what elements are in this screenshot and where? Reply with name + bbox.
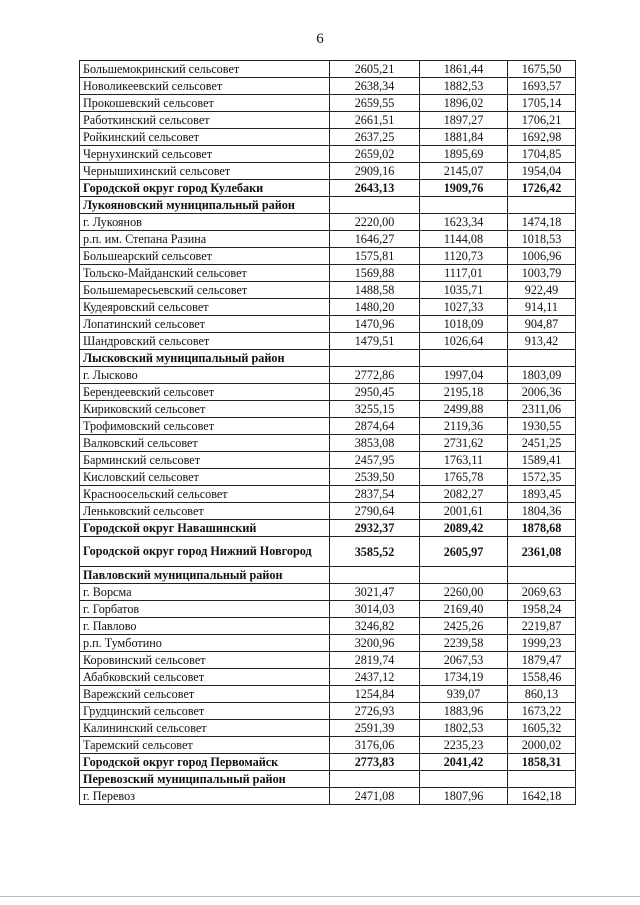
cell-value-2 xyxy=(420,567,508,584)
cell-name: г. Лукоянов xyxy=(80,214,330,231)
cell-name: Лопатинский сельсовет xyxy=(80,316,330,333)
table-row xyxy=(80,146,576,163)
page-number: 6 xyxy=(316,31,324,47)
cell-value-3 xyxy=(508,771,576,788)
cell-value-2: 2239,58 xyxy=(420,635,508,652)
cell-value-1: 2837,54 xyxy=(330,486,420,503)
cell-value-3: 1675,50 xyxy=(508,61,576,78)
cell-value-3: 1930,55 xyxy=(508,418,576,435)
table-row xyxy=(80,248,576,265)
cell-value-1: 2437,12 xyxy=(330,669,420,686)
cell-name: г. Ворсма xyxy=(80,584,330,601)
cell-value-2 xyxy=(420,197,508,214)
cell-value-3: 1003,79 xyxy=(508,265,576,282)
cell-value-3 xyxy=(508,197,576,214)
cell-name: г. Лысково xyxy=(80,367,330,384)
cell-value-3: 2361,08 xyxy=(508,537,576,567)
cell-value-3: 2006,36 xyxy=(508,384,576,401)
cell-value-2: 1881,84 xyxy=(420,129,508,146)
cell-value-3: 860,13 xyxy=(508,686,576,703)
cell-value-3: 1705,14 xyxy=(508,95,576,112)
cell-value-1: 2659,02 xyxy=(330,146,420,163)
cell-value-3: 1605,32 xyxy=(508,720,576,737)
cell-name: Большеарский сельсовет xyxy=(80,248,330,265)
cell-name: Берендеевский сельсовет xyxy=(80,384,330,401)
table-row xyxy=(80,435,576,452)
table-row-heading xyxy=(80,350,576,367)
cell-value-2: 1763,11 xyxy=(420,452,508,469)
cell-value-3: 2219,87 xyxy=(508,618,576,635)
cell-value-1: 1254,84 xyxy=(330,686,420,703)
table-row xyxy=(80,401,576,418)
cell-value-2: 2731,62 xyxy=(420,435,508,452)
cell-value-3: 914,11 xyxy=(508,299,576,316)
cell-value-1: 2661,51 xyxy=(330,112,420,129)
cell-value-2: 1018,09 xyxy=(420,316,508,333)
cell-value-3: 2451,25 xyxy=(508,435,576,452)
cell-name: Кириковский сельсовет xyxy=(80,401,330,418)
table-row xyxy=(80,112,576,129)
cell-value-2: 1883,96 xyxy=(420,703,508,720)
table-row xyxy=(80,601,576,618)
cell-value-3: 2069,63 xyxy=(508,584,576,601)
cell-value-3: 1804,36 xyxy=(508,503,576,520)
cell-value-1: 2637,25 xyxy=(330,129,420,146)
cell-value-1: 2605,21 xyxy=(330,61,420,78)
table-row-heading xyxy=(80,567,576,584)
cell-name: Леньковский сельсовет xyxy=(80,503,330,520)
cell-value-2: 1734,19 xyxy=(420,669,508,686)
cell-value-3 xyxy=(508,567,576,584)
cell-value-2: 2605,97 xyxy=(420,537,508,567)
cell-value-3: 913,42 xyxy=(508,333,576,350)
cell-value-2: 2001,61 xyxy=(420,503,508,520)
table-row xyxy=(80,486,576,503)
table-row xyxy=(80,418,576,435)
cell-value-2: 1882,53 xyxy=(420,78,508,95)
cell-value-1: 2772,86 xyxy=(330,367,420,384)
cell-value-1: 1480,20 xyxy=(330,299,420,316)
cell-value-3: 1999,23 xyxy=(508,635,576,652)
cell-value-1: 1479,51 xyxy=(330,333,420,350)
cell-value-1: 1569,88 xyxy=(330,265,420,282)
cell-value-3: 2000,02 xyxy=(508,737,576,754)
cell-name: Большемокринский сельсовет xyxy=(80,61,330,78)
cell-value-3: 1726,42 xyxy=(508,180,576,197)
cell-value-2: 1117,01 xyxy=(420,265,508,282)
cell-name: Шандровский сельсовет xyxy=(80,333,330,350)
cell-name: Варежский сельсовет xyxy=(80,686,330,703)
cell-value-1: 1470,96 xyxy=(330,316,420,333)
cell-name: Кудеяровский сельсовет xyxy=(80,299,330,316)
cell-value-2: 2499,88 xyxy=(420,401,508,418)
cell-value-2: 1997,04 xyxy=(420,367,508,384)
cell-value-1: 2874,64 xyxy=(330,418,420,435)
cell-name: г. Горбатов xyxy=(80,601,330,618)
cell-value-3: 1803,09 xyxy=(508,367,576,384)
cell-value-2: 1035,71 xyxy=(420,282,508,299)
table-row-heading xyxy=(80,537,576,567)
table-row xyxy=(80,720,576,737)
cell-name: Городской округ город Первомайск xyxy=(80,754,330,771)
table-row xyxy=(80,95,576,112)
table-row-heading xyxy=(80,771,576,788)
table-row xyxy=(80,703,576,720)
cell-value-3: 1893,45 xyxy=(508,486,576,503)
cell-value-2: 2145,07 xyxy=(420,163,508,180)
table-row xyxy=(80,584,576,601)
cell-name: Городской округ город Кулебаки xyxy=(80,180,330,197)
cell-value-1: 2819,74 xyxy=(330,652,420,669)
cell-name: Коровинский сельсовет xyxy=(80,652,330,669)
cell-value-1: 3021,47 xyxy=(330,584,420,601)
table-row xyxy=(80,652,576,669)
cell-value-2 xyxy=(420,350,508,367)
cell-name: Красноосельский сельсовет xyxy=(80,486,330,503)
table-row xyxy=(80,214,576,231)
cell-value-2: 1896,02 xyxy=(420,95,508,112)
cell-value-3: 1558,46 xyxy=(508,669,576,686)
cell-value-3: 1572,35 xyxy=(508,469,576,486)
cell-name: Чернухинский сельсовет xyxy=(80,146,330,163)
table-row xyxy=(80,635,576,652)
cell-value-1: 2539,50 xyxy=(330,469,420,486)
cell-value-2: 1623,34 xyxy=(420,214,508,231)
cell-name: Перевозский муниципальный район xyxy=(80,771,330,788)
cell-name: Ройкинский сельсовет xyxy=(80,129,330,146)
cell-value-1: 2591,39 xyxy=(330,720,420,737)
cell-name: Большемаресьевский сельсовет xyxy=(80,282,330,299)
table-row xyxy=(80,299,576,316)
cell-name: Калининский сельсовет xyxy=(80,720,330,737)
cell-value-1: 3853,08 xyxy=(330,435,420,452)
table-row xyxy=(80,316,576,333)
cell-value-1: 2909,16 xyxy=(330,163,420,180)
table-row xyxy=(80,788,576,805)
cell-name: Барминский сельсовет xyxy=(80,452,330,469)
cell-value-3: 1006,96 xyxy=(508,248,576,265)
cell-value-2: 2169,40 xyxy=(420,601,508,618)
cell-value-1: 3585,52 xyxy=(330,537,420,567)
cell-name: Таремский сельсовет xyxy=(80,737,330,754)
cell-value-2: 1909,76 xyxy=(420,180,508,197)
cell-name: Новоликеевский сельсовет xyxy=(80,78,330,95)
table-row xyxy=(80,282,576,299)
cell-value-2: 2235,23 xyxy=(420,737,508,754)
cell-value-2: 1026,64 xyxy=(420,333,508,350)
table-row xyxy=(80,503,576,520)
cell-name: Валковский сельсовет xyxy=(80,435,330,452)
cell-name: г. Перевоз xyxy=(80,788,330,805)
cell-value-1: 2643,13 xyxy=(330,180,420,197)
cell-name: Работкинский сельсовет xyxy=(80,112,330,129)
table-row xyxy=(80,78,576,95)
cell-name: г. Павлово xyxy=(80,618,330,635)
cell-value-2: 939,07 xyxy=(420,686,508,703)
cell-value-3: 1858,31 xyxy=(508,754,576,771)
cell-name: Городской округ Навашинский xyxy=(80,520,330,537)
cell-value-3: 1693,57 xyxy=(508,78,576,95)
cell-value-1 xyxy=(330,197,420,214)
cell-value-3: 1958,24 xyxy=(508,601,576,618)
cell-value-2: 1802,53 xyxy=(420,720,508,737)
cell-value-2: 2425,26 xyxy=(420,618,508,635)
cell-value-1: 2471,08 xyxy=(330,788,420,805)
cell-value-1: 2659,55 xyxy=(330,95,420,112)
cell-name: Лукояновский муниципальный район xyxy=(80,197,330,214)
cell-value-3: 1474,18 xyxy=(508,214,576,231)
cell-value-2 xyxy=(420,771,508,788)
cell-value-3: 1879,47 xyxy=(508,652,576,669)
table-body xyxy=(80,61,576,805)
table-row xyxy=(80,686,576,703)
tariff-table xyxy=(79,60,576,805)
table-row-heading xyxy=(80,754,576,771)
cell-value-3: 1878,68 xyxy=(508,520,576,537)
cell-name: Прокошевский сельсовет xyxy=(80,95,330,112)
cell-value-1: 2457,95 xyxy=(330,452,420,469)
cell-name: Лысковский муниципальный район xyxy=(80,350,330,367)
table-row-heading xyxy=(80,520,576,537)
table-row xyxy=(80,618,576,635)
cell-value-1 xyxy=(330,771,420,788)
table-row-heading xyxy=(80,197,576,214)
cell-value-1: 2726,93 xyxy=(330,703,420,720)
table-row xyxy=(80,333,576,350)
table-row xyxy=(80,129,576,146)
cell-value-1: 3200,96 xyxy=(330,635,420,652)
cell-value-2: 1027,33 xyxy=(420,299,508,316)
cell-value-3: 1642,18 xyxy=(508,788,576,805)
cell-name: Трофимовский сельсовет xyxy=(80,418,330,435)
cell-value-1: 1646,27 xyxy=(330,231,420,248)
table-row xyxy=(80,737,576,754)
cell-value-1: 2950,45 xyxy=(330,384,420,401)
cell-name: Городской округ город Нижний Новгород xyxy=(80,537,330,567)
cell-value-3 xyxy=(508,350,576,367)
cell-value-1: 2638,34 xyxy=(330,78,420,95)
cell-value-3: 1673,22 xyxy=(508,703,576,720)
cell-value-2: 1765,78 xyxy=(420,469,508,486)
cell-value-2: 1807,96 xyxy=(420,788,508,805)
cell-value-1: 2220,00 xyxy=(330,214,420,231)
table-row-heading xyxy=(80,180,576,197)
cell-value-3: 1704,85 xyxy=(508,146,576,163)
table-row xyxy=(80,367,576,384)
cell-value-1: 1575,81 xyxy=(330,248,420,265)
cell-value-2: 2089,42 xyxy=(420,520,508,537)
cell-name: Абабковский сельсовет xyxy=(80,669,330,686)
cell-value-1: 3246,82 xyxy=(330,618,420,635)
cell-value-3: 1706,21 xyxy=(508,112,576,129)
cell-value-1: 2932,37 xyxy=(330,520,420,537)
cell-value-1 xyxy=(330,350,420,367)
cell-value-2: 2067,53 xyxy=(420,652,508,669)
cell-value-3: 1692,98 xyxy=(508,129,576,146)
cell-name: р.п. Тумботино xyxy=(80,635,330,652)
table-row xyxy=(80,384,576,401)
cell-value-2: 2260,00 xyxy=(420,584,508,601)
cell-name: Чернышихинский сельсовет xyxy=(80,163,330,180)
cell-name: Тольско-Майданский сельсовет xyxy=(80,265,330,282)
cell-value-3: 1589,41 xyxy=(508,452,576,469)
cell-value-1: 3255,15 xyxy=(330,401,420,418)
cell-value-2: 1895,69 xyxy=(420,146,508,163)
cell-value-2: 2119,36 xyxy=(420,418,508,435)
cell-name: р.п. им. Степана Разина xyxy=(80,231,330,248)
page-bottom-line xyxy=(0,896,640,897)
table-row xyxy=(80,452,576,469)
table-row xyxy=(80,265,576,282)
cell-value-2: 1897,27 xyxy=(420,112,508,129)
cell-value-2: 1120,73 xyxy=(420,248,508,265)
cell-value-1: 1488,58 xyxy=(330,282,420,299)
table-row xyxy=(80,231,576,248)
table-row xyxy=(80,669,576,686)
cell-value-2: 2195,18 xyxy=(420,384,508,401)
cell-value-1: 2773,83 xyxy=(330,754,420,771)
cell-name: Грудцинский сельсовет xyxy=(80,703,330,720)
cell-value-2: 2041,42 xyxy=(420,754,508,771)
cell-value-2: 2082,27 xyxy=(420,486,508,503)
cell-value-3: 1018,53 xyxy=(508,231,576,248)
cell-value-3: 904,87 xyxy=(508,316,576,333)
cell-value-2: 1144,08 xyxy=(420,231,508,248)
cell-value-1: 3014,03 xyxy=(330,601,420,618)
cell-value-3: 922,49 xyxy=(508,282,576,299)
cell-name: Кисловский сельсовет xyxy=(80,469,330,486)
cell-value-3: 1954,04 xyxy=(508,163,576,180)
table-row xyxy=(80,469,576,486)
cell-value-1: 2790,64 xyxy=(330,503,420,520)
cell-name: Павловский муниципальный район xyxy=(80,567,330,584)
cell-value-2: 1861,44 xyxy=(420,61,508,78)
cell-value-1 xyxy=(330,567,420,584)
cell-value-1: 3176,06 xyxy=(330,737,420,754)
table-row xyxy=(80,163,576,180)
table-row xyxy=(80,61,576,78)
cell-value-3: 2311,06 xyxy=(508,401,576,418)
